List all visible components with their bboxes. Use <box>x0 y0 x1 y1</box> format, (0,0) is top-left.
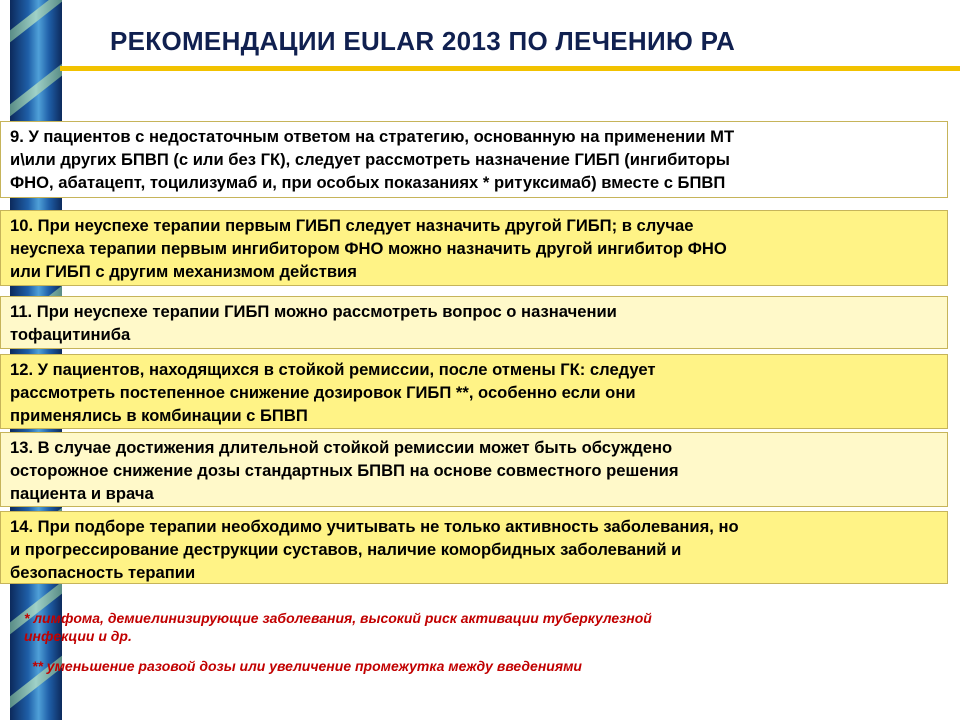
recommendation-13: 13. В случае достижения длительной стойкой ремиссии может быть обсуждено осторожное снижение дозы стандартных БПВП на основе совместного решения пациента и врача <box>0 432 948 507</box>
title-underline <box>60 66 960 71</box>
recommendation-10: 10. При неуспехе терапии первым ГИБП следует назначить другой ГИБП; в случае неуспеха терапии первым ингибитором ФНО можно назначить другой ингибитор ФНО или ГИБП с другим механизмом действия <box>0 210 948 286</box>
spine-stripe <box>10 64 62 117</box>
footnote-double-asterisk: ** уменьшение разовой дозы или увеличение промежутка между введениями <box>32 658 582 674</box>
page-title: РЕКОМЕНДАЦИИ EULAR 2013 ПО ЛЕЧЕНИЮ РА <box>110 26 736 56</box>
recommendation-11: 11. При неуспехе терапии ГИБП можно рассмотреть вопрос о назначении тофацитиниба <box>0 296 948 349</box>
spine-stripe <box>10 0 62 42</box>
footnote-single-asterisk: * лимфома, демиелинизирующие заболевания, высокий риск активации туберкулезной инфекции и др. <box>24 610 652 644</box>
recommendation-12: 12. У пациентов, находящихся в стойкой ремиссии, после отмены ГК: следует рассмотреть постепенное снижение дозировок ГИБП **, особенно если они применялись в комбинации с БПВП <box>0 354 948 429</box>
recommendation-9: 9. У пациентов с недостаточным ответом на стратегию, основанную на применении МТ и\или других БПВП (с или без ГК), следует рассмотреть назначение ГИБП (ингибиторы ФНО, абатацепт, тоцилизумаб и, при особых показаниях * ритуксимаб) вместе с БПВП <box>0 121 948 198</box>
recommendation-14: 14. При подборе терапии необходимо учитывать не только активность заболевания, но и прогрессирование деструкции суставов, наличие коморбидных заболеваний и безопасность терапии <box>0 511 948 584</box>
